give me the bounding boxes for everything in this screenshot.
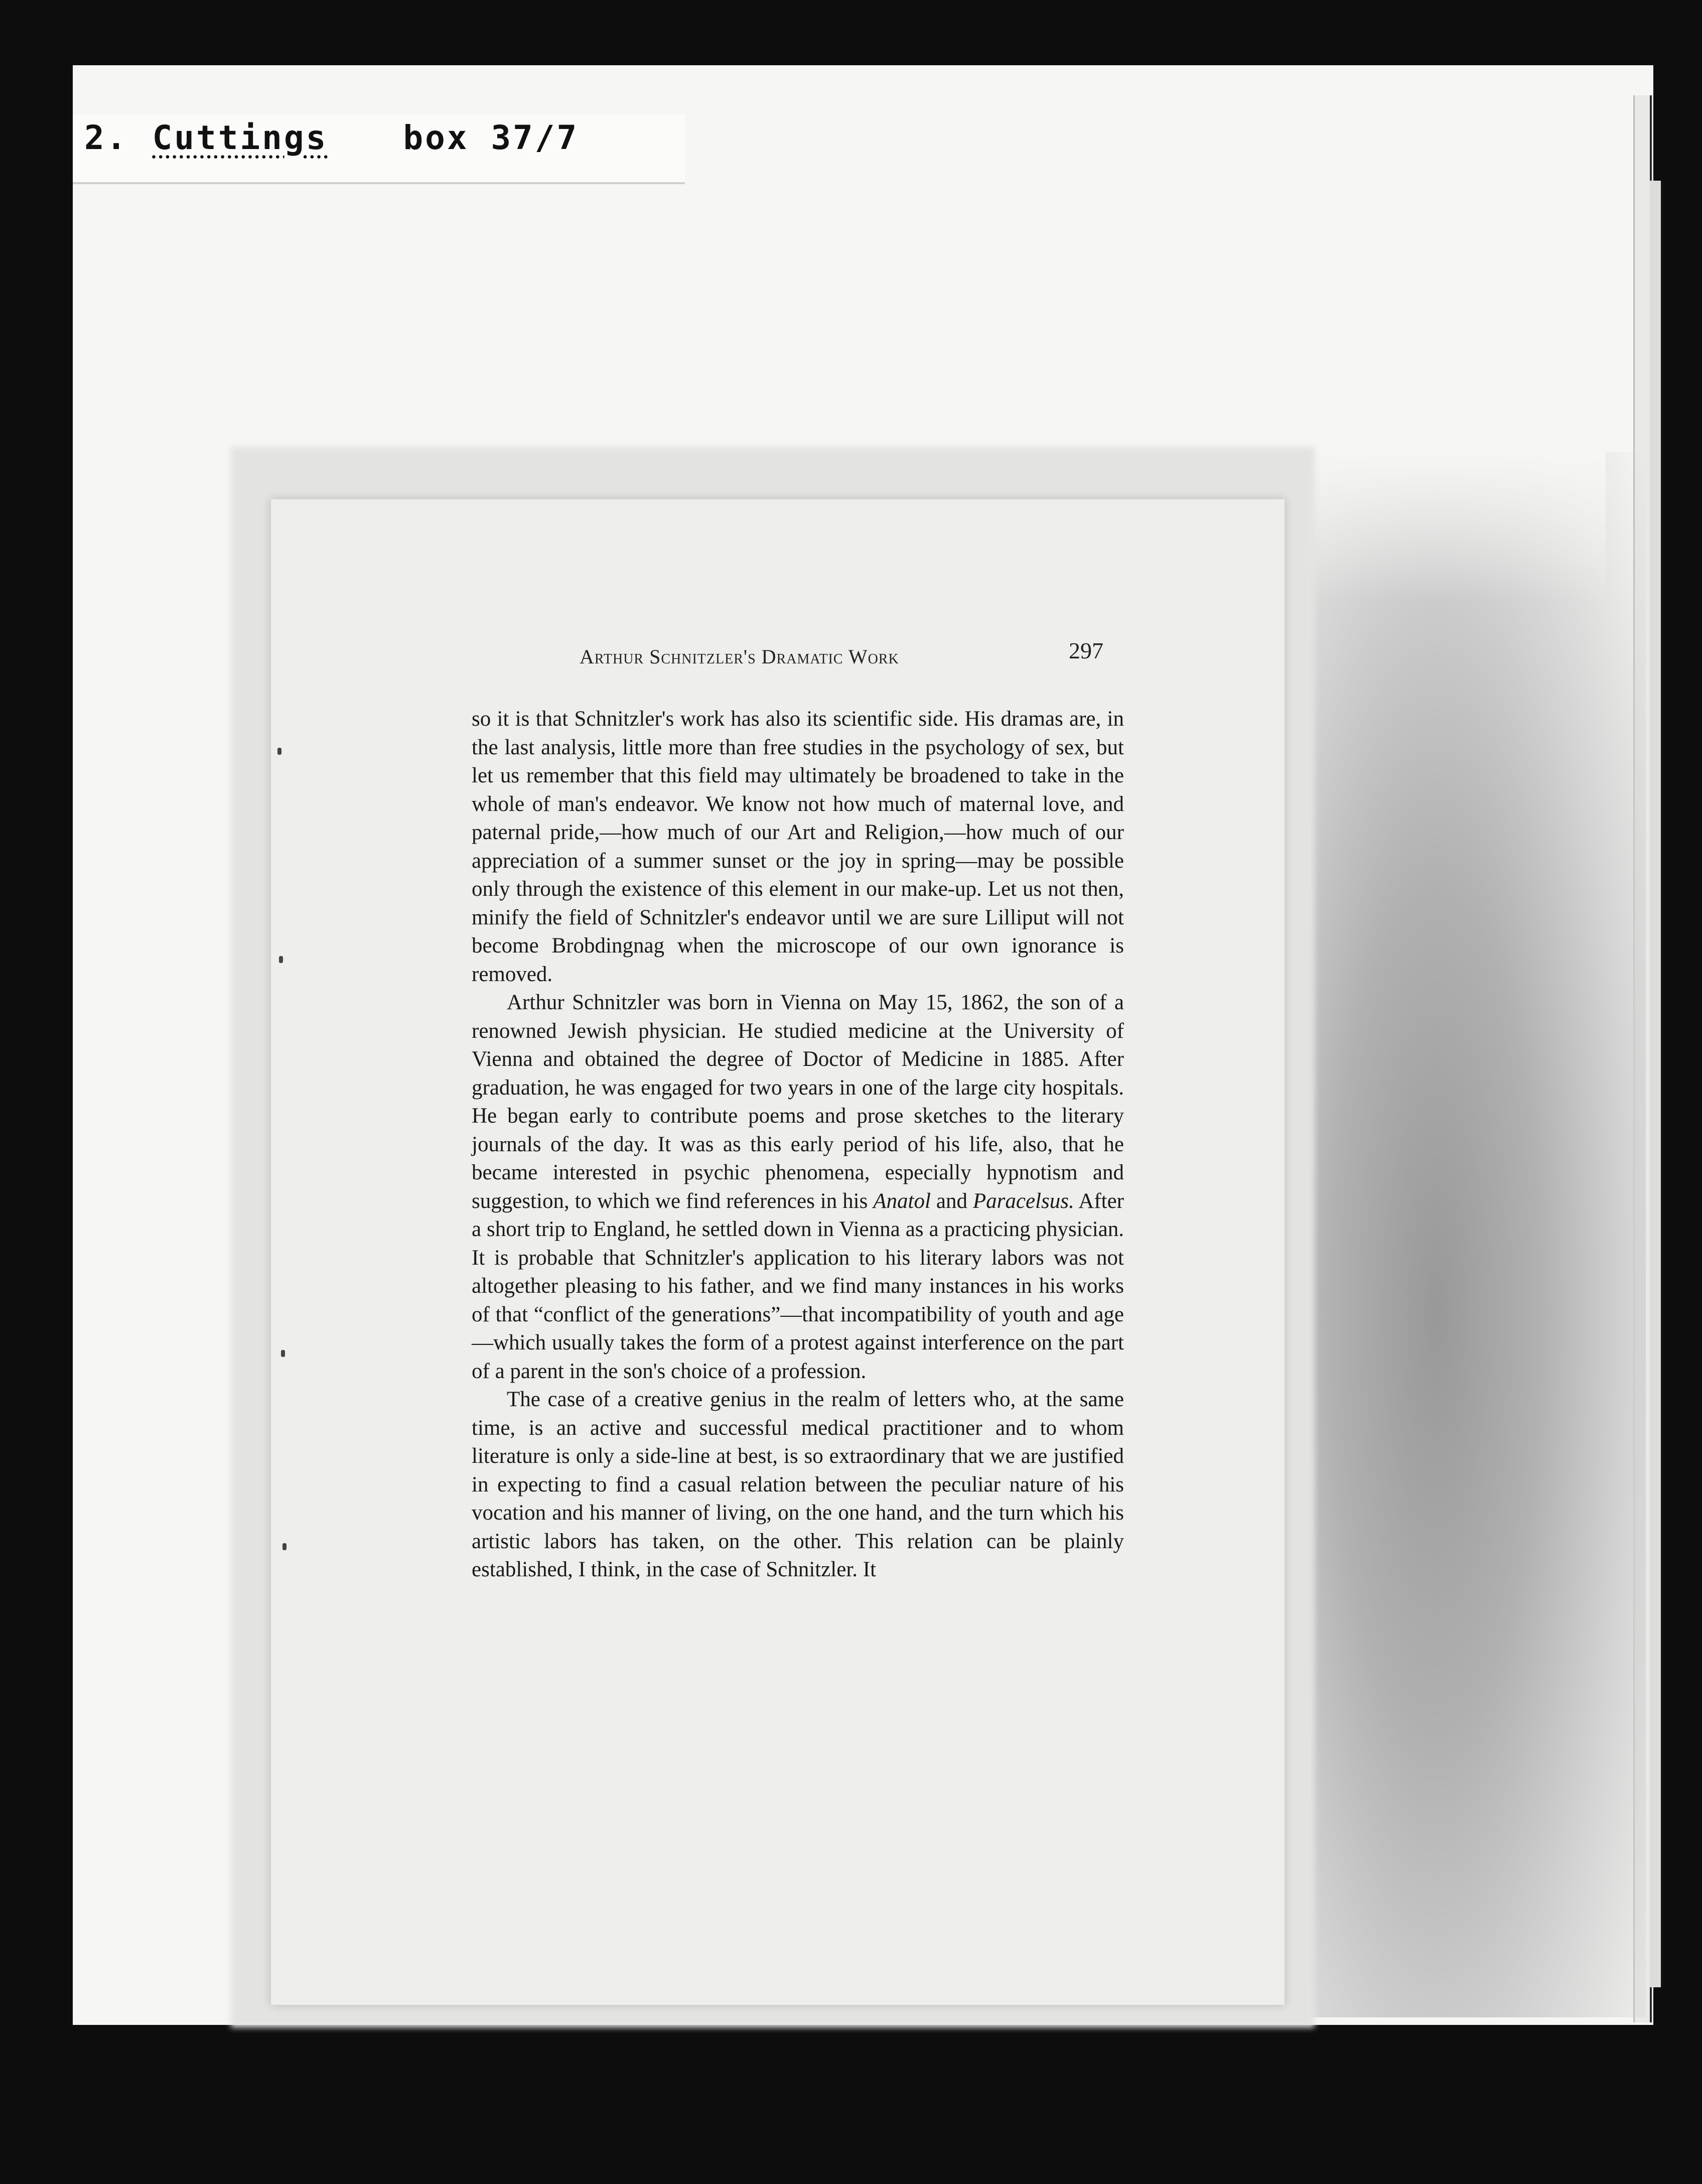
paragraph-2-start: Arthur Schnitzler was born in Vienna on May 15, 1862, the son of a renowned Jewish physician. He studied medicine at the University of Vienna and obtained the degree of Doctor of Medicine in 1885. After graduation, he was engaged for two years in one of the large city hospitals. He began early to contribute poems and prose sketches to the literary journals of the day. It was as this early period of his life, also, that he became interested in psychic phenomena, especially hypnotism and suggestion, to which we find references in his bbox=[472, 991, 1124, 1213]
margin-mark bbox=[282, 1543, 287, 1550]
label-box: box 37/7 bbox=[403, 118, 579, 157]
paragraph-2-and: and bbox=[930, 1189, 973, 1213]
paragraph-2-rest: After a short trip to England, he settled down in Vienna as a practicing physician. It is probable that Schnitzler's application to his literary labors was not altogether pleasing to his father, and we find many instances in his works of that “conflict of the generations”—that incompatibility of youth and age—which usually takes the form of a protest against interference on the part of a parent in the son's choice of a profession. bbox=[472, 1189, 1124, 1383]
title-paracelsus: Paracelsus. bbox=[972, 1189, 1074, 1213]
margin-mark bbox=[279, 956, 283, 963]
archive-label bbox=[84, 118, 579, 157]
page-number: 297 bbox=[1069, 638, 1103, 663]
paragraph-3: The case of a creative genius in the realm of letters who, at the same time, is an active and successful medical practitioner and to whom literature is only a side-line at best, is so extraordinary that we are justified in expecting to find a casual relation between the peculiar nature of his vocation and his manner of living, on the one hand, and the turn which his artistic labors has taken, on the other. This relation can be plainly established, I think, in the case of Schnitzler. It bbox=[472, 1388, 1124, 1581]
margin-mark bbox=[281, 1350, 285, 1357]
title-anatol: Anatol bbox=[873, 1189, 931, 1213]
label-number: 2. bbox=[84, 118, 128, 157]
body-text bbox=[472, 705, 1124, 1584]
grey-smudge bbox=[1264, 452, 1646, 2017]
folder-edge-back bbox=[1650, 181, 1663, 1987]
label-category: Cuttings bbox=[152, 118, 328, 157]
paragraph-1: so it is that Schnitzler's work has also its scientific side. His dramas are, in the last analysis, little more than free studies in the psychology of sex, but let us remember that this field may ultimately be broadened to take in the whole of man's endeavor. We know not how much of maternal love, and paternal pride,—how much of our Art and Religion,—how much of our appreciation of a summer sunset or the joy in spring—may be possible only through the existence of this element in our make-up. Let us not then, minify the field of Schnitzler's endeavor until we are sure Lilliput will not become Brobdingnag when the microscope of our own ignorance is removed. bbox=[472, 707, 1124, 986]
paragraph-2 bbox=[472, 989, 1124, 1386]
margin-mark bbox=[277, 748, 281, 755]
running-head: Arthur Schnitzler's Dramatic Work bbox=[580, 645, 899, 668]
